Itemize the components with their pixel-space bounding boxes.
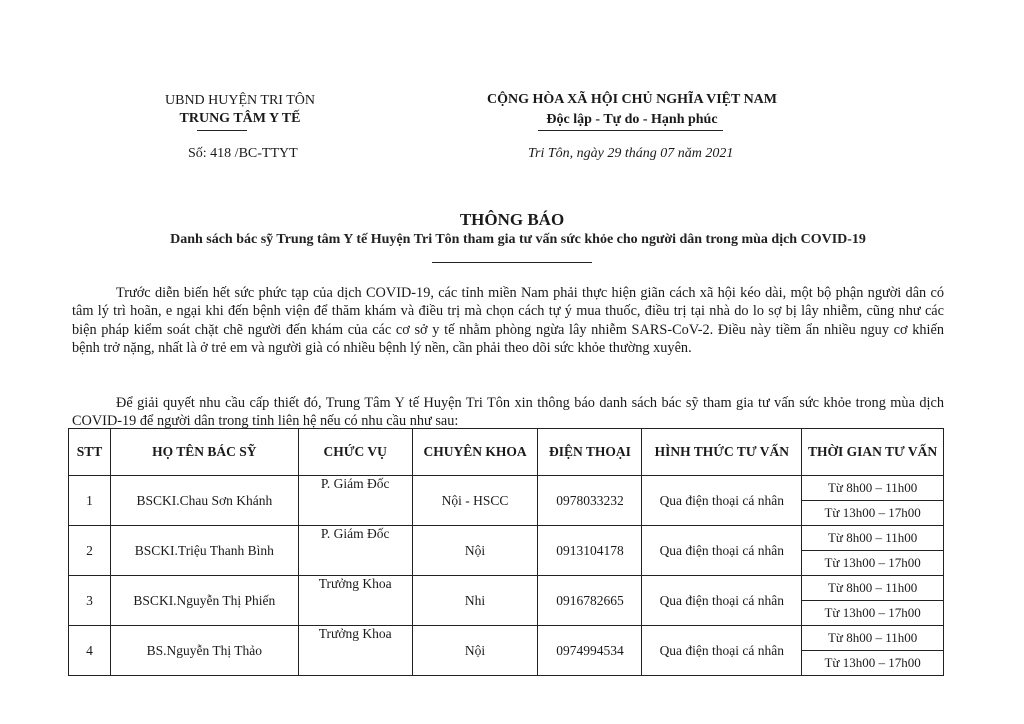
- cell-time-morning: Từ 8h00 – 11h00: [802, 476, 944, 501]
- cell-stt: 4: [69, 626, 111, 676]
- cell-specialty: Nội: [412, 626, 538, 676]
- title-underline: [432, 262, 592, 263]
- cell-doctor-name: BS.Nguyễn Thị Thảo: [110, 626, 298, 676]
- motto-underline: [538, 130, 723, 131]
- cell-time-afternoon: Từ 13h00 – 17h00: [802, 551, 944, 576]
- header-phone: ĐIỆN THOẠI: [538, 429, 642, 476]
- cell-method: Qua điện thoại cá nhân: [642, 576, 802, 626]
- document-date: Tri Tôn, ngày 29 tháng 07 năm 2021: [528, 146, 734, 161]
- cell-doctor-name: BSCKI.Chau Sơn Khánh: [110, 476, 298, 526]
- cell-time-morning: Từ 8h00 – 11h00: [802, 576, 944, 601]
- header-time: THỜI GIAN TƯ VẤN: [802, 429, 944, 476]
- org-name: TRUNG TÂM Y TẾ: [179, 111, 301, 126]
- cell-phone: 0916782665: [538, 576, 642, 626]
- doctor-list-table: [68, 428, 944, 676]
- cell-method: Qua điện thoại cá nhân: [642, 626, 802, 676]
- org-underline: [197, 130, 247, 131]
- cell-phone: 0978033232: [538, 476, 642, 526]
- cell-stt: 1: [69, 476, 111, 526]
- document-title: THÔNG BÁO: [459, 210, 565, 229]
- table-row: [69, 476, 944, 501]
- header-doctor-name: HỌ TÊN BÁC SỸ: [110, 429, 298, 476]
- cell-position: P. Giám Đốc: [298, 526, 412, 576]
- table-row: [69, 526, 944, 551]
- org-parent-name: UBND HUYỆN TRI TÔN: [165, 93, 315, 108]
- header-specialty: CHUYÊN KHOA: [412, 429, 538, 476]
- paragraph-announcement: Để giải quyết nhu cầu cấp thiết đó, Trung Tâm Y tế Huyện Tri Tôn xin thông báo danh sách bác sỹ tham gia tư vấn sức khỏe trong mùa dịch COVID-19 để người dân trong tỉnh liên hệ nếu có nhu cầu như sau:: [72, 395, 944, 430]
- cell-time-morning: Từ 8h00 – 11h00: [802, 526, 944, 551]
- document-subtitle: Danh sách bác sỹ Trung tâm Y tế Huyện Tri Tôn tham gia tư vấn sức khỏe cho người dân trong mùa dịch COVID-19: [170, 232, 866, 247]
- header-position: CHỨC VỤ: [298, 429, 412, 476]
- cell-doctor-name: BSCKI.Triệu Thanh Bình: [110, 526, 298, 576]
- cell-position: P. Giám Đốc: [298, 476, 412, 526]
- nation-name: CỘNG HÒA XÃ HỘI CHỦ NGHĨA VIỆT NAM: [486, 92, 777, 107]
- paragraph-context: Trước diễn biến hết sức phức tạp của dịch COVID-19, các tỉnh miền Nam phải thực hiện giãn cách xã hội kéo dài, một bộ phận người dân có tâm lý trì hoãn, e ngại khi đến bệnh viện để thăm khám và điều trị mà chọn cách tự ý mua thuốc, điều trị tại nhà do lo sợ bị lây nhiễm, cũng như các biện pháp kiểm soát chặt chẽ người đến khám của các cơ sở y tế nhằm phòng ngừa lây nhiễm SARS-CoV-2. Điều này tiềm ẩn nhiều nguy cơ khiến bệnh trở nặng, nhất là ở trẻ em và người già có nhiều bệnh lý nền, cần phải theo dõi sức khỏe thường xuyên.: [72, 285, 944, 357]
- cell-specialty: Nội: [412, 526, 538, 576]
- header-stt: STT: [69, 429, 111, 476]
- cell-phone: 0913104178: [538, 526, 642, 576]
- header-method: HÌNH THỨC TƯ VẤN: [642, 429, 802, 476]
- table-header-row: [69, 429, 944, 476]
- cell-time-afternoon: Từ 13h00 – 17h00: [802, 651, 944, 676]
- cell-position: Trưởng Khoa: [298, 626, 412, 676]
- table-row: [69, 576, 944, 601]
- cell-stt: 3: [69, 576, 111, 626]
- cell-method: Qua điện thoại cá nhân: [642, 526, 802, 576]
- national-heading: [462, 90, 802, 130]
- cell-specialty: Nhi: [412, 576, 538, 626]
- cell-stt: 2: [69, 526, 111, 576]
- cell-method: Qua điện thoại cá nhân: [642, 476, 802, 526]
- table-row: [69, 626, 944, 651]
- cell-specialty: Nội - HSCC: [412, 476, 538, 526]
- nation-motto: Độc lập - Tự do - Hạnh phúc: [546, 112, 718, 127]
- cell-position: Trưởng Khoa: [298, 576, 412, 626]
- cell-time-afternoon: Từ 13h00 – 17h00: [802, 601, 944, 626]
- cell-time-morning: Từ 8h00 – 11h00: [802, 626, 944, 651]
- document-number: Số: 418 /BC-TTYT: [188, 146, 298, 161]
- issuing-organization: [150, 92, 330, 128]
- cell-phone: 0974994534: [538, 626, 642, 676]
- cell-time-afternoon: Từ 13h00 – 17h00: [802, 501, 944, 526]
- cell-doctor-name: BSCKI.Nguyễn Thị Phiến: [110, 576, 298, 626]
